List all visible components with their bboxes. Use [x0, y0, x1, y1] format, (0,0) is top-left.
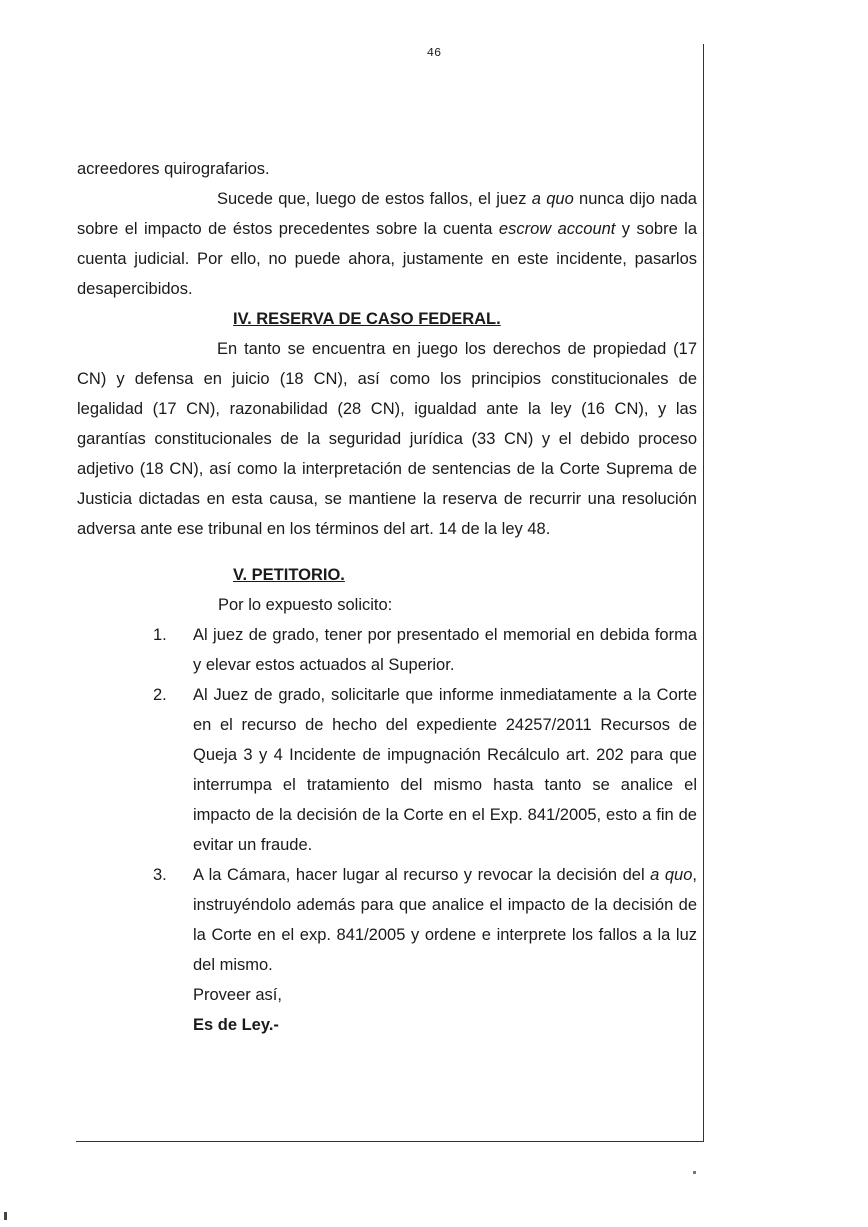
text-span: y sobre la cuenta judicial. Por ello, no puede ahora, justamente en este incidente, pasarlos desapercibidos. — [77, 220, 698, 298]
paragraph-sucede — [77, 184, 697, 304]
petitorio-item — [77, 620, 697, 680]
page-number: 46 — [426, 46, 442, 60]
petitorio-list — [77, 620, 697, 980]
petitorio-lead: Por lo expuesto solicito: — [218, 596, 393, 614]
petitorio-item — [77, 860, 697, 980]
right-margin-rule — [703, 44, 704, 1142]
text-span: Sucede que, luego de estos fallos, el juez — [217, 190, 532, 208]
item-text: A la Cámara, hacer lugar al recurso y revocar la decisión del — [193, 866, 651, 884]
paragraph-acreedores: acreedores quirografarios. — [77, 160, 270, 178]
petitorio-item — [77, 680, 697, 860]
item-text: , instruyéndolo además para que analice el impacto de la decisión de la Corte en el exp. 841/2005 y ordene e interprete los fallos a la luz del mismo. — [193, 866, 697, 974]
signature-es-de-ley: Es de Ley.- — [193, 1016, 279, 1034]
italic-escrow-account: escrow account — [498, 220, 616, 238]
text-span: nunca dijo nada sobre el impacto de éstos precedentes sobre la cuenta — [77, 190, 697, 238]
item-text: Al juez de grado, tener por presentado el memorial en debida forma y elevar estos actuados al Superior. — [193, 626, 697, 674]
item-number: 2. — [153, 686, 167, 704]
italic-a-quo: a quo — [531, 190, 574, 208]
scan-speck — [4, 1212, 7, 1220]
heading-petitorio: V. PETITORIO. — [233, 566, 345, 584]
italic-a-quo: a quo — [650, 866, 693, 884]
paragraph-reserva: En tanto se encuentra en juego los derechos de propiedad (17 CN) y defensa en juicio (18 CN), así como los principios constitucionales de legalidad (17 CN), razonabilidad (28 CN), igualdad ante la ley (16 CN), y las garantías constitucionales de la seguridad jurídica (33 CN) y el debido proceso adjetivo (18 CN), así como la interpretación de sentencias de la Corte Suprema de Justicia dictadas en esta causa, se mantiene la reserva de recurrir una resolución adversa ante ese tribunal en los términos del art. 14 de la ley 48. — [77, 340, 697, 538]
scan-speck — [693, 1171, 696, 1174]
item-text: Al Juez de grado, solicitarle que informe inmediatamente a la Corte en el recurso de hecho del expediente 24257/2011 Recursos de Queja 3 y 4 Incidente de impugnación Recálculo art. 202 para que interrumpa el tratamiento del mismo hasta tanto se analice el impacto de la decisión de la Corte en el Exp. 841/2005, esto a fin de evitar un fraude. — [193, 686, 697, 854]
heading-reserva-caso-federal: IV. RESERVA DE CASO FEDERAL. — [233, 310, 501, 328]
item-number: 3. — [153, 866, 167, 884]
closing-proveer: Proveer así, — [193, 986, 282, 1004]
item-number: 1. — [153, 626, 167, 644]
document-body — [77, 154, 697, 1040]
bottom-rule — [76, 1141, 703, 1142]
